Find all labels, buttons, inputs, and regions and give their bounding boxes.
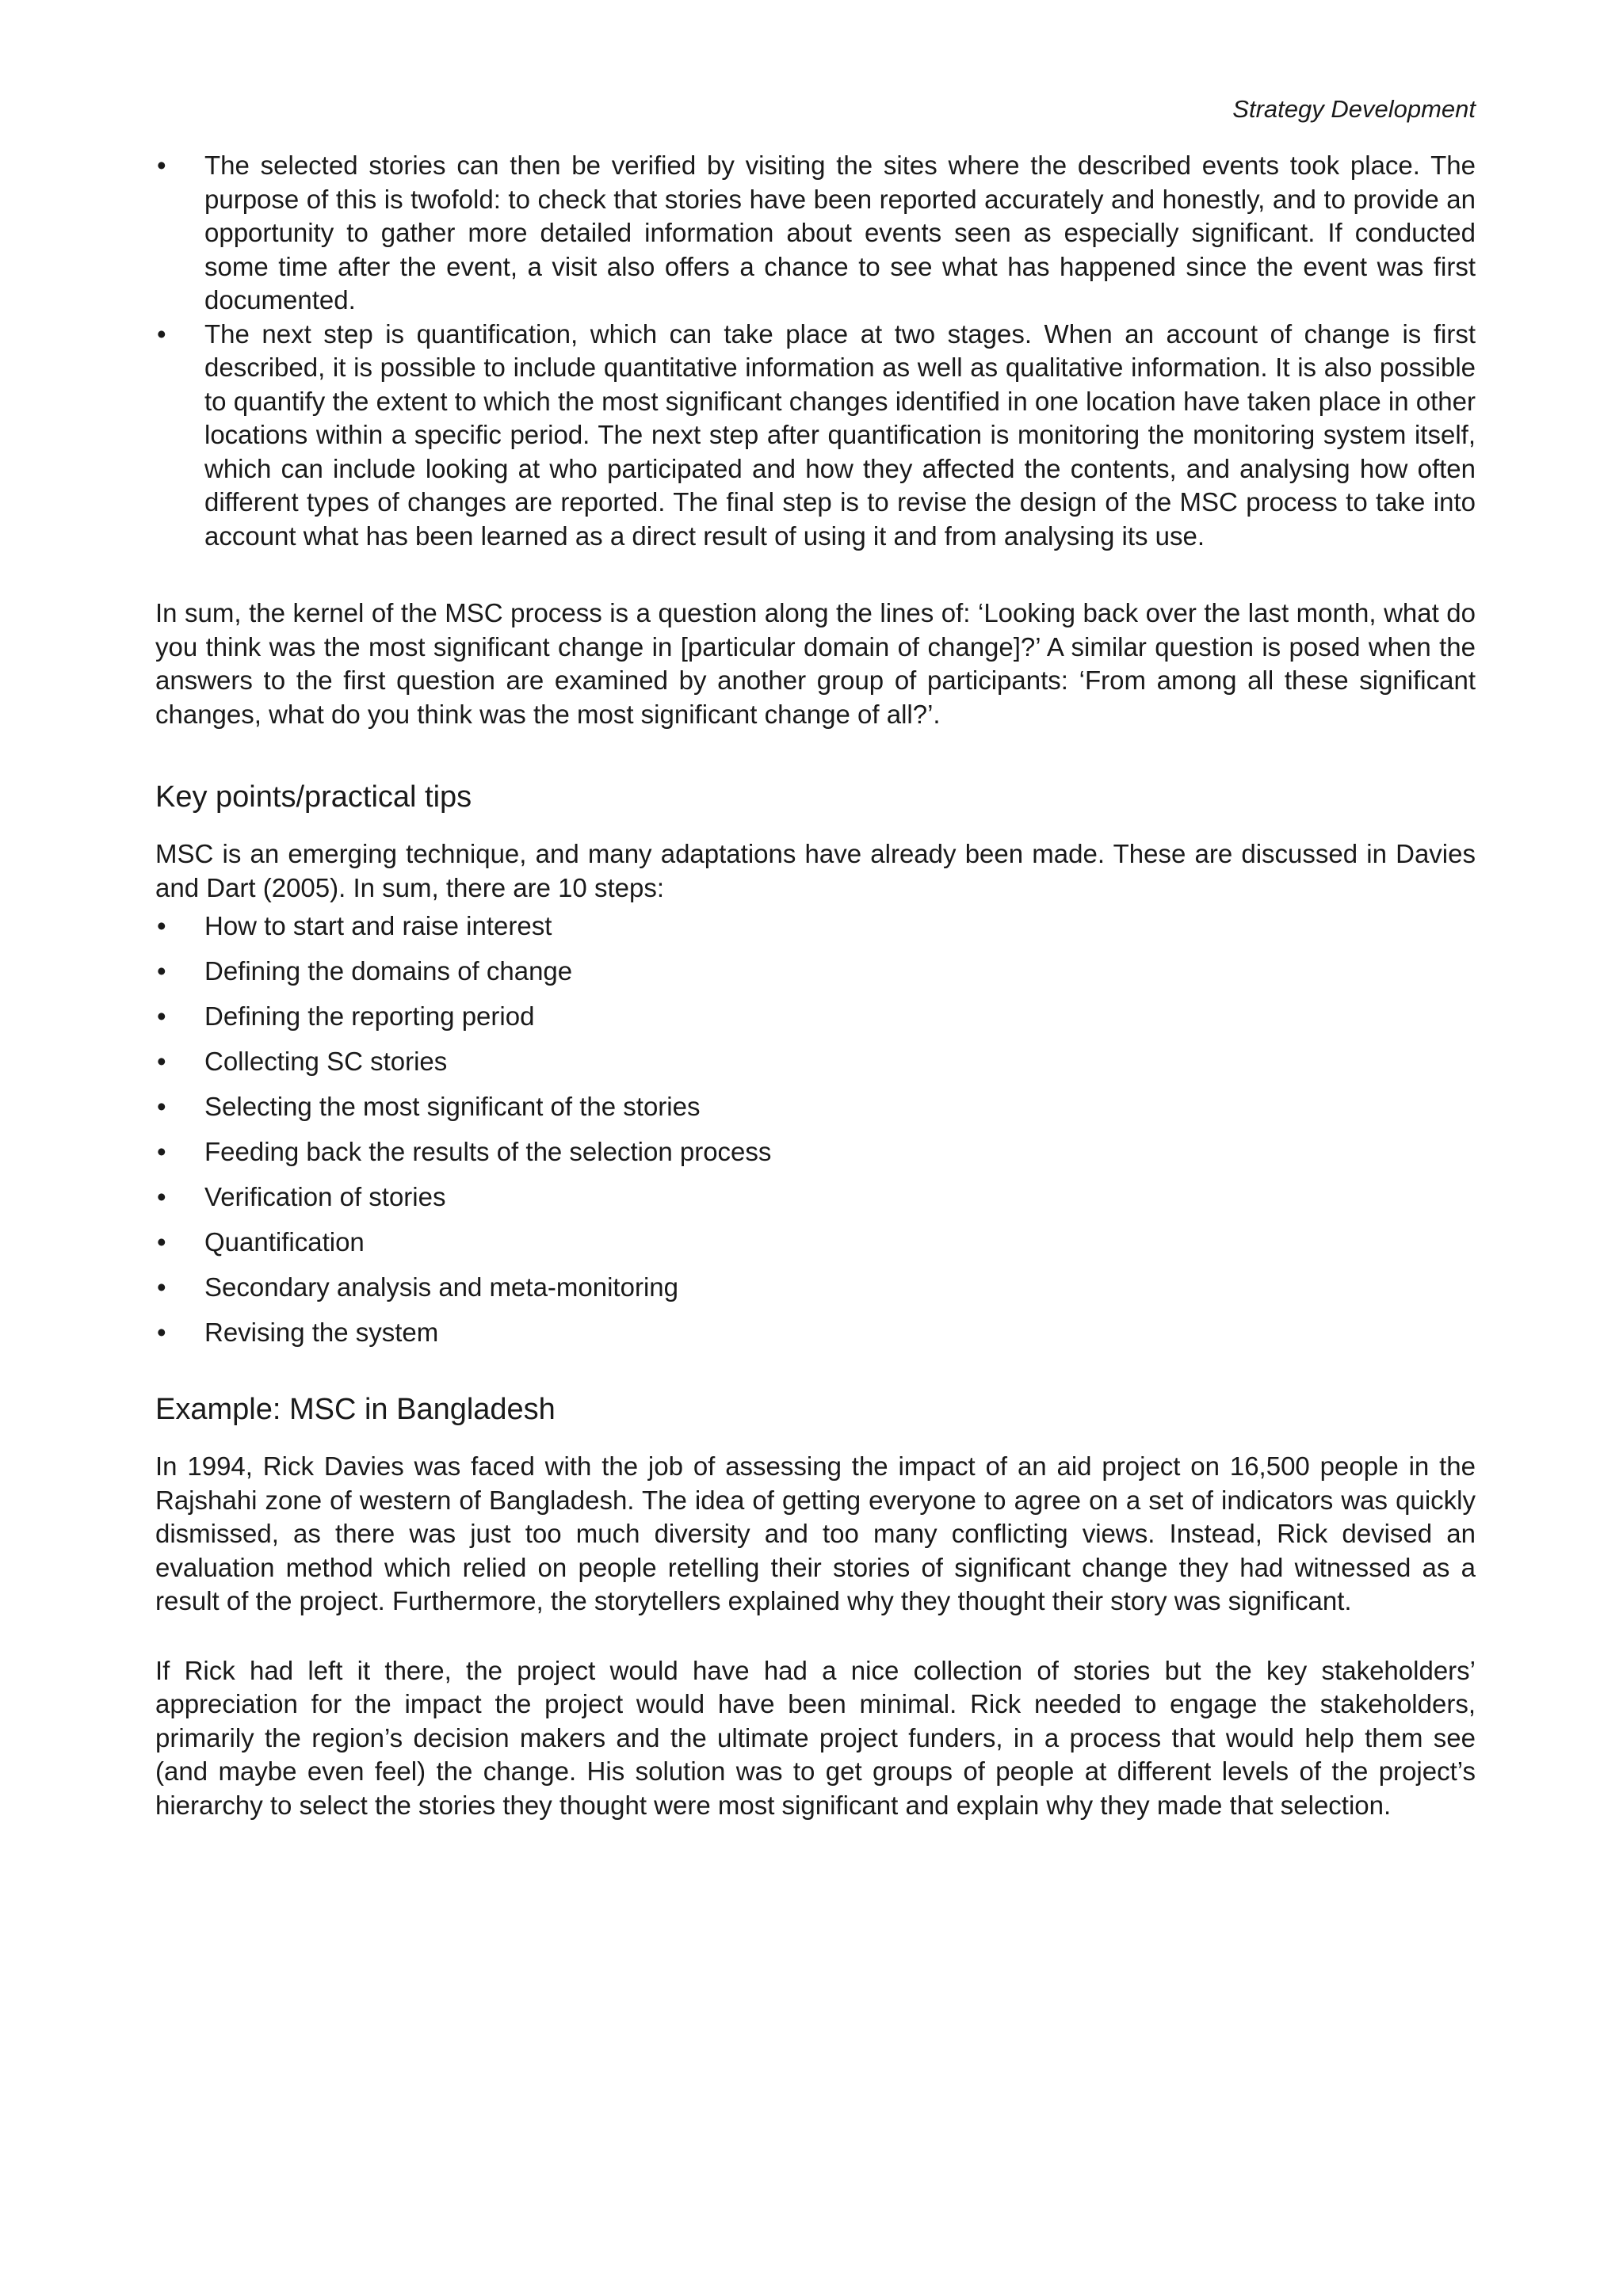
example-paragraph: In 1994, Rick Davies was faced with the job of assessing the impact of an aid project on 16,500 people in the Rajshahi zone of western of Bangladesh. The idea of getting everyone to agree on a set of indicators was quickly dismissed, as there was just too much diversity and too many conflicting views. Instead, Rick devised an evaluation method which relied on people retelling their stories of significant change they had witnessed as a result of the project. Furthermore, the storytellers explained why they thought their story was significant. — [155, 1451, 1476, 1615]
intro-bullet-list — [155, 149, 1476, 553]
bullet-icon: • — [157, 911, 166, 940]
list-item — [155, 1135, 1476, 1169]
steps-list — [155, 910, 1476, 1350]
list-item — [155, 910, 1476, 944]
bullet-icon: • — [157, 956, 166, 986]
list-item — [155, 318, 1476, 554]
step-text: Secondary analysis and meta-monitoring — [204, 1272, 678, 1302]
bullet-icon: • — [157, 1182, 166, 1211]
step-text: Revising the system — [204, 1318, 439, 1347]
list-item — [155, 1045, 1476, 1079]
list-item — [155, 1316, 1476, 1350]
step-text: Defining the reporting period — [204, 1001, 535, 1031]
bullet-icon: • — [157, 151, 166, 180]
list-item — [155, 1226, 1476, 1260]
bullet-icon: • — [157, 1227, 166, 1257]
step-text: Verification of stories — [204, 1182, 446, 1211]
key-points-heading: Key points/practical tips — [155, 780, 472, 814]
document-page — [155, 93, 1476, 1822]
list-item — [155, 1271, 1476, 1305]
list-item — [155, 1180, 1476, 1215]
bullet-icon: • — [157, 1272, 166, 1302]
step-text: Quantification — [204, 1227, 365, 1257]
bullet-icon: • — [157, 1137, 166, 1166]
list-item — [155, 955, 1476, 989]
bullet-icon: • — [157, 1047, 166, 1076]
step-text: Collecting SC stories — [204, 1047, 448, 1076]
step-text: Defining the domains of change — [204, 956, 573, 986]
list-item — [155, 1090, 1476, 1124]
step-text: Selecting the most significant of the stories — [204, 1092, 701, 1121]
bullet-icon: • — [157, 318, 166, 349]
running-header: Strategy Development — [1232, 95, 1476, 123]
list-item — [155, 149, 1476, 318]
summary-paragraph: In sum, the kernel of the MSC process is a question along the lines of: ‘Looking back over the last month, what do you think was the most significant change in [particular domain of change]?’ A similar question is posed when the answers to the first question are examined by another group of participants: ‘From among all these significant changes, what do you think was the most significant change of all?’. — [155, 598, 1476, 729]
bullet-text: The next step is quantification, which can take place at two stages. When an account of change is first described, it is possible to include quantitative information as well as qualitative information. It is also possible to quantify the extent to which the most significant changes identified in one location have taken place in other locations within a specific period. The next step after quantification is monitoring the monitoring system itself, which can include looking at who participated and how they affected the contents, and analysing how often different types of changes are reported. The final step is to revise the design of the MSC process to take into account what has been learned as a direct result of using it and from analysing its use. — [204, 318, 1476, 551]
step-text: Feeding back the results of the selection process — [204, 1137, 772, 1166]
example-heading: Example: MSC in Bangladesh — [155, 1393, 556, 1426]
bullet-icon: • — [157, 1092, 166, 1121]
list-item — [155, 1000, 1476, 1034]
key-points-intro: MSC is an emerging technique, and many adaptations have already been made. These are discussed in Davies and Dart (2005). In sum, there are 10 steps: — [155, 839, 1476, 902]
bullet-icon: • — [157, 1318, 166, 1347]
example-paragraph: If Rick had left it there, the project would have had a nice collection of stories but the key stakeholders’ appreciation for the impact the project would have been minimal. Rick needed to engage the stakeholders, primarily the region’s decision makers and the ultimate project funders, in a process that would help them see (and maybe even feel) the change. His solution was to get groups of people at different levels of the project’s hierarchy to select the stories they thought were most significant and explain why they made that selection. — [155, 1655, 1476, 1820]
bullet-text: The selected stories can then be verified by visiting the sites where the described events took place. The purpose of this is twofold: to check that stories have been reported accurately and honestly, and to provide an opportunity to gather more detailed information about events seen as especially significant. If conducted some time after the event, a visit also offers a chance to see what has happened since the event was first documented. — [204, 151, 1476, 315]
bullet-icon: • — [157, 1001, 166, 1031]
step-text: How to start and raise interest — [204, 911, 552, 940]
